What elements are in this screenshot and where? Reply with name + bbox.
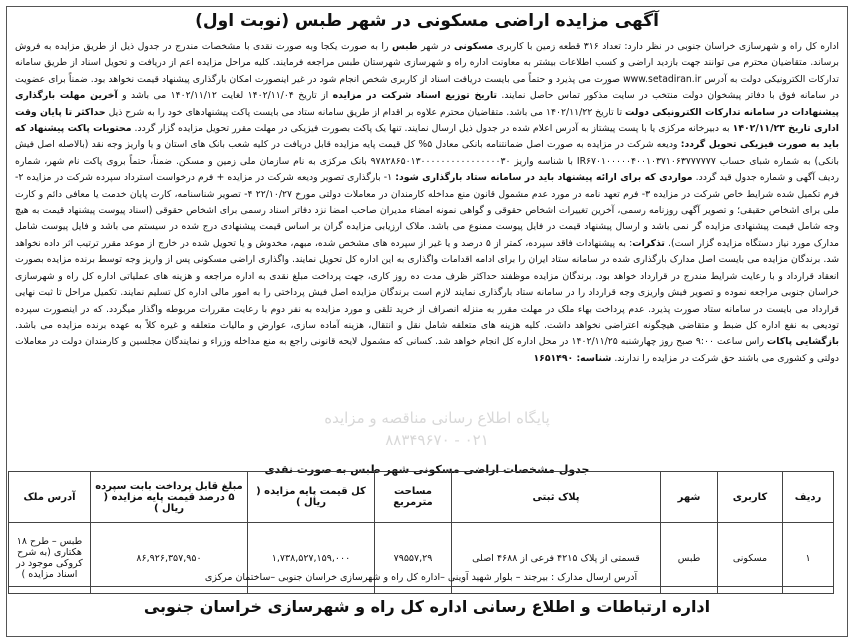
cell-plate: قسمتی از پلاک ۴۲۱۵ فرعی از ۴۶۸۸ اصلی <box>452 523 661 594</box>
table-header-row <box>9 472 834 523</box>
cell-deposit: ۸۶,۹۲۶,۳۵۷,۹۵۰ <box>91 523 248 594</box>
body-text: را به صورت یکجا وبه صورت نقدی با مشخصات مندرج در جدول ذیل از طریق مزایده به فروش برساند. متقاضیان محترم می توانند جهت بازدید اراضی و کسب اطلاعات بیشتر به معاونت اداره راه و شهرسازی شهرستان طبس مراجعه فرمایند. کلیه مراحل مزایده اعم از دریافت و تحویل اسناد از طریق سامانه تدارکات الکترونیکی دولت به آدرس www.setadiran.ir صورت می پذیرد و حتماً می بایست دریافت اسناد از کاربری شخص انجام شود در غیر اینصورت امکان بارگذاری پیشنهاد قیمت نخواهد بود. ضمناً برای عضویت در سامانه فوق با دفاتر پیشخوان دولت منتخب در سایت مذکور تماس حاصل نمایند. <box>15 41 840 102</box>
col-plate: پلاک ثبتی <box>452 472 661 523</box>
col-row: ردیف <box>783 472 834 523</box>
body-bold: حداکثر تا پایان وقت اداری تاریخ ۱۴۰۲/۱۱/۲۳ <box>15 106 839 135</box>
notice-title: آگهی مزایده اراضی مسکونی در شهر طبس (نوبت اول) <box>195 11 659 31</box>
delivery-address: آدرس ارسال مدارک : بیرجند – بلوار شهید آوینی –اداره کل راه و شهرسازی خراسان جنوبی –ساختمان مرکزی <box>8 569 834 587</box>
cell-city: طبس <box>661 523 718 594</box>
body-text: : به پیشنهادات فاقد سپرده، کمتر از ۵ درصد و یا غیر از سپرده های مشخص شده، مبهم، مخدوش و یا تحویل شده در خارج از موعد مقرر ترتیب اثر داده نخواهد شد. برندگان مزایده می بایست اصل مدارک بارگذاری شده در سامانه ستاد ایران را برای ادامه اقدامات واگذاری به این اداره کل تحویل نمایند. واگذاری اراضی مسکونی پس از واریز وجه توسط برنده مزایده بصورت انعقاد قرارداد و با رعایت شرایط مندرج در قرارداد خواهد بود. برندگان مزایده موظفند حداکثر ظرف مدت ده روز کاری، جهت پرداخت مبلغ نقدی به اداره مراجعه و هزینه های عملیاتی اداره کل راه و شهرسازی خراسان جنوبی مراجعه نموده و تصویر فیش واریزی وجه قرارداد را در سامانه ستاد بارگذاری نمایند لازم است برندگان مزایده اصل فیش پرداختی را به امور مالی اداره کل تسلیم نمایند. تکمیل مراحل تا ثبت نهایی قرارداد می بایست در سامانه ستاد صورت پذیرد. عدم پرداخت بهاء ملک در مهلت مقرر به منزله انصراف از خرید تلقی و مورد مزایده به نفر دوم با رعایت مقررات مربوطه واگذار میگردد. که در اینصورت سپرده تودیعی به نفع اداره کل ضبط و متقاضی هیچگونه اعتراضی نخواهد داشت. کلیه هزینه های متعلقه شامل نقل و انتقال، هزینه آماده سازی، عوارض و مالیات متعلقه و غیره کلاً به عهده برنده مزایده می باشد. <box>15 237 839 331</box>
notice-id: شناسه: ۱۶۵۱۴۹۰ <box>533 352 612 364</box>
notice-body <box>15 39 839 367</box>
body-bold: تاریخ توزیع اسناد شرکت در مزایده <box>332 90 497 102</box>
watermark-phone: ۰۲۱ - ۸۸۳۴۹۶۷۰ <box>385 431 489 449</box>
cell-address: طبس – طرح ۱۸ هکتاری (به شرح کروکی موجود در اسناد مزایده ) <box>9 523 91 594</box>
footer-publisher: اداره ارتباطات و اطلاع رسانی اداره کل راه و شهرسازی خراسان جنوبی <box>143 597 711 616</box>
watermark <box>247 407 627 451</box>
cell-base-price: ۱,۷۳۸,۵۲۷,۱۵۹,۰۰۰ <box>248 523 375 594</box>
body-bold: بازگشایی پاکات <box>766 336 840 348</box>
table-title: جدول مشخصات اراضی مسکونی شهر طبس به صورت نقدی <box>264 463 590 476</box>
col-usage: کاربری <box>718 472 783 523</box>
body-text: به دبیرخانه مرکزی یا با پست پیشتاز به آدرس اعلام شده در جدول ذیل ارسال نمایند. تنها یک پاکت بصورت فیزیکی در مهلت مقرر تحویل مزایده گزار گردد. <box>131 123 733 135</box>
cell-row: ۱ <box>783 523 834 594</box>
body-text: اداره کل راه و شهرسازی خراسان جنوبی در نظر دارد: تعداد ۳۱۶ قطعه زمین با کاربری <box>493 41 839 52</box>
cell-area: ۷۹۵۵۷,۲۹ <box>375 523 452 594</box>
body-bold: تذکرات <box>632 237 665 249</box>
cell-usage: مسکونی <box>718 523 783 594</box>
body-text: ودیعه شرکت در مزایده به صورت اصل ضمانتنامه بانکی معادل ۵% کل قیمت پایه مزایده قابل دریافت در کلیه شعب بانک های استان و یا واریز وجه نقد (بالاصله اصل فیش بانکی) به شماره شبای حساب IR۶۷۰۱۰۰۰۰۰۴۰۰۱۰۳۷۱۰۶۳۷۷۷۷۷۷ با شناسه واریز ۹۷۸۲۸۶۵۰۱۳۰۰۰۰۰۰۰۰۰۰۰۰۰۰۰۰۳۰ بانک مرکزی به نام سازمان ملی زمین و مسکن. ضمناً، حتماً بروی پاکت نام شهر، شماره ردیف آگهی و شماره جدول قید گردد. <box>15 139 839 184</box>
body-bold: محتویات پاکت پیشنهاد که باید به صورت فیزیکی تحویل گردد: <box>15 123 839 151</box>
body-text: تا تاریخ ۱۴۰۲/۱۱/۲۲ می باشد. متقاضیان محترم علاوه بر اقدام از طریق سامانه ستاد می بایست پاکت پیشنهادهای خود را به شرح ذیل <box>105 106 626 118</box>
col-address: آدرس ملک <box>9 472 91 523</box>
body-text: در شهر <box>417 41 454 52</box>
col-base-price: کل قیمت پایه مزایده ( ریال ) <box>248 472 375 523</box>
body-bold: مواردی که برای ارائه پیشنهاد باید در سامانه ستاد بارگذاری شود: <box>395 172 693 184</box>
col-city: شهر <box>661 472 718 523</box>
col-deposit: مبلغ قابل پرداخت بابت سپرده ۵ درصد قیمت پایه مزایده ( ریال ) <box>91 472 248 523</box>
body-bold: آخرین مهلت بارگذاری پیشنهادات در سامانه تدارکات الکترونیکی دولت <box>15 90 839 118</box>
body-bold: مسکونی <box>453 41 494 52</box>
body-bold: طبس <box>391 41 418 52</box>
body-text: ۱- بارگذاری تصویر ودیعه شرکت در مزایده + فرم درخواست استرداد سپرده شرکت در مزایده ۲- فرم تکمیل شده شرایط خاص شرکت در مزایده ۳- فرم تعهد نامه در مورد عدم مشمول قانون منع مداخله کارمندان در معاملات دولتی مورخ ۲۲/۱۰/۲۷ ۴- تصویر شناسنامه، کارت پایان خدمت یا معافی دائم و کارت ملی برای اشخاص حقیقی؛ و تصویر آگهی روزنامه رسمی، آخرین تغییرات اشخاص حقوقی و گواهی نمونه امضاء مدیران صاحب امضا نزد دفاتر اسناد رسمی برای اشخاص حقوقی (اسناد پیوست پیشنهاد قیمت به هیچ وجه شامل قیمت پیشنهادی مزایده گر نمی باشد و ارسال پیشنهاد قیمت در فایل پیوست ممنوع می باشد. ملاک ارزیابی مزایده گران بر اساس قیمت پیشنهادی درج شده در سیستم می باشد و فایل پیوست شامل مدارک مورد نیاز دستگاه مزایده گزار است). <box>15 172 840 249</box>
body-text: راس ساعت ۹:۰۰ صبح روز چهارشنبه ۱۴۰۲/۱۱/۲۵ در محل اداره کل انجام خواهد شد. کسانی که مشمول لایحه قانونی راجع به منع مداخله وزراء و نمایندگان مجلسین و کارمندان دولت در معاملات دولتی و کشوری می باشند حق شرکت در مزایده را ندارند. <box>15 336 839 364</box>
body-text: از تاریخ ۱۴۰۲/۱۱/۰۴ لغایت ۱۴۰۲/۱۱/۱۲ می باشد و <box>117 90 333 102</box>
col-area: مساحت مترمربع <box>375 472 452 523</box>
watermark-line: پایگاه اطلاع رسانی مناقصه و مزایده <box>324 409 550 427</box>
